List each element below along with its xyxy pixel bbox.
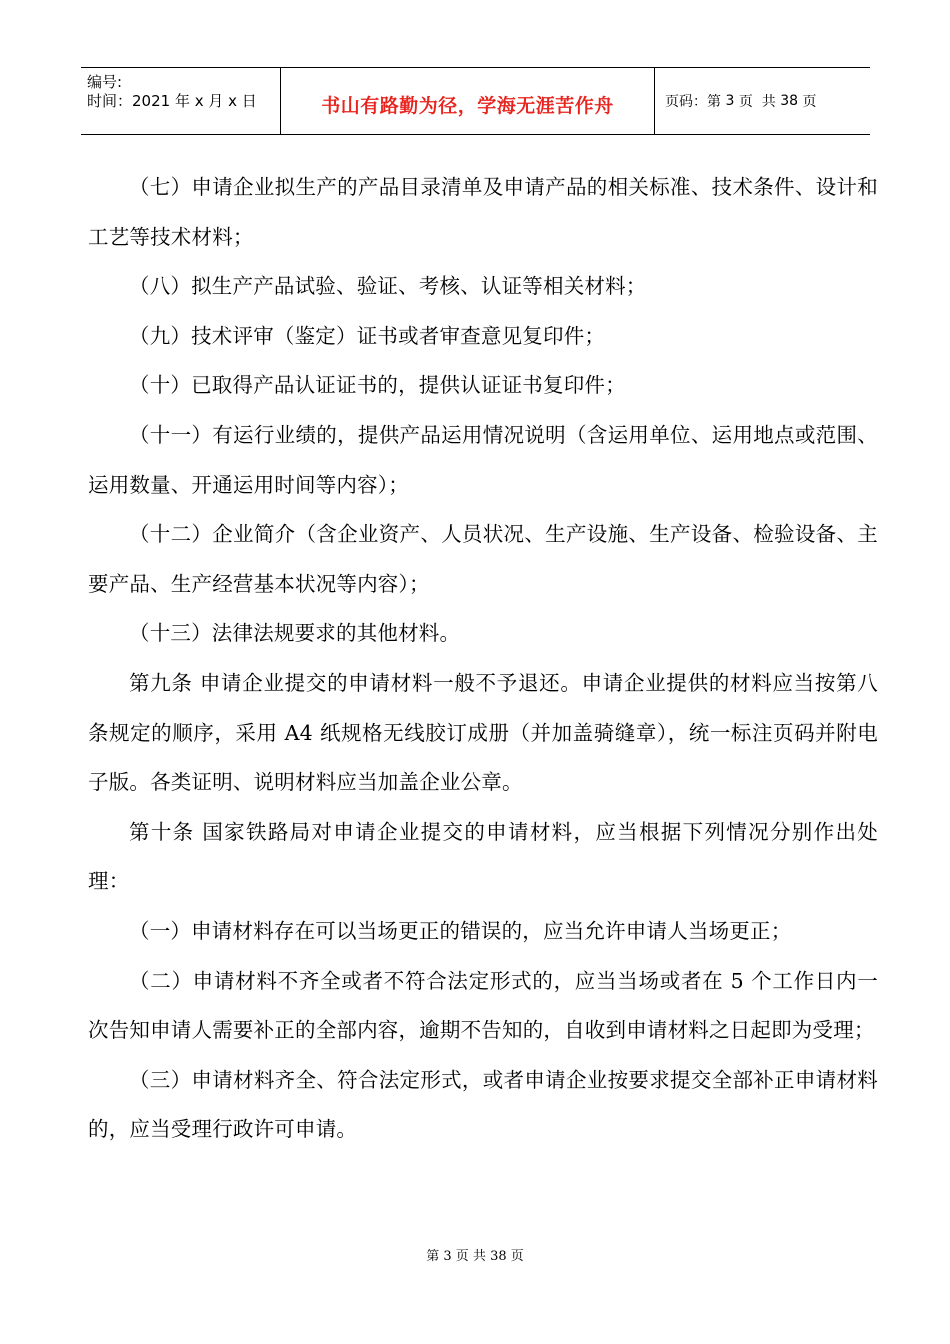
paragraph-item-7: （七）申请企业拟生产的产品目录清单及申请产品的相关标准、技术条件、设计和工艺等技术材料；: [88, 175, 878, 249]
paragraph-item-10: （十）已取得产品认证证书的，提供认证证书复印件；: [129, 373, 626, 398]
paragraph-item-8: （八）拟生产产品试验、验证、考核、认证等相关材料；: [129, 274, 647, 299]
paragraph-item-12: （十二）企业简介（含企业资产、人员状况、生产设施、生产设备、检验设备、主要产品、生产经营基本状况等内容）；: [88, 522, 878, 596]
article-10-item-2: （二）申请材料不齐全或者不符合法定形式的，应当当场或者在 5 个工作日内一次告知申请人需要补正的全部内容，逾期不告知的，自收到申请材料之日起即为受理；: [88, 968, 878, 1043]
header-page-prefix: 页码：第: [665, 94, 726, 110]
document-number-label: 编号:: [87, 73, 123, 91]
header-meta-cell: [81, 68, 281, 134]
footer-prefix: 第: [426, 1249, 444, 1264]
header-page-current: 3: [725, 93, 735, 109]
article-10-item-1: （一）申请材料存在可以当场更正的错误的，应当允许申请人当场更正；: [129, 918, 792, 943]
footer-page-total: 38: [490, 1249, 507, 1264]
paragraph-item-13: （十三）法律法规要求的其他材料。: [129, 621, 461, 646]
article-10: 第十条 国家铁路局对申请企业提交的申请材料，应当根据下列情况分别作出处理：: [88, 819, 878, 894]
article-9: 第九条 申请企业提交的申请材料一般不予退还。申请企业提供的材料应当按第八条规定的顺序，采用 A4 纸规格无线胶订成册（并加盖骑缝章），统一标注页码并附电子版。各类证明、说明材料应当加盖企业公章。: [88, 670, 878, 795]
header-page-mid: 页 共: [734, 94, 781, 110]
footer-page-current: 3: [443, 1249, 452, 1264]
page-footer: [0, 1245, 950, 1264]
document-time-label: 时间：2021 年 x 月 x 日: [87, 92, 257, 110]
article-10-item-3: （三）申请材料齐全、符合法定形式，或者申请企业按要求提交全部补正申请材料的，应当受理行政许可申请。: [88, 1067, 878, 1142]
header-page-total: 38: [780, 93, 799, 109]
header-motto-cell: [281, 68, 655, 134]
header-page-suffix: 页: [798, 94, 817, 110]
footer-suffix: 页: [506, 1249, 524, 1264]
footer-mid: 页 共: [451, 1249, 491, 1264]
page-header: [81, 67, 870, 135]
document-body: [88, 163, 878, 1155]
paragraph-item-11: （十一）有运行业绩的，提供产品运用情况说明（含运用单位、运用地点或范围、运用数量、开通运用时间等内容）；: [88, 422, 878, 497]
header-page-cell: [655, 68, 870, 134]
paragraph-item-9: （九）技术评审（鉴定）证书或者审查意见复印件；: [129, 323, 606, 348]
header-motto: 书山有路勤为径，学海无涯苦作舟: [321, 94, 614, 117]
